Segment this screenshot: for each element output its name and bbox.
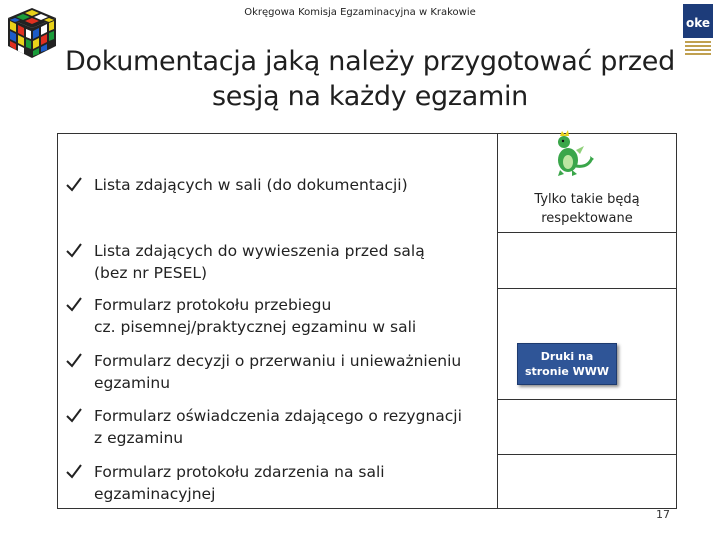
checklist-item: [65, 350, 490, 394]
checklist-item-text: Formularz oświadczenia zdającego o rezygnacji z egzaminu: [94, 407, 462, 447]
title-line-2: sesją na każdy egzamin: [212, 81, 528, 112]
respected-note: Tylko takie będą respektowane: [534, 192, 640, 226]
checkmark-icon: [65, 406, 83, 424]
row-divider-2: [498, 288, 676, 289]
checklist-item-text: Formularz protokołu zdarzenia na sali egzaminacyjnej: [94, 463, 385, 503]
checkmark-icon: [65, 295, 83, 313]
dragon-icon: [546, 128, 596, 178]
checklist-item-text: Lista zdających do wywieszenia przed salą (bez nr PESEL): [94, 242, 425, 282]
title-line-1: Dokumentacja jaką należy przygotować przed: [65, 46, 675, 77]
row-divider-4: [498, 454, 676, 455]
checklist-item: [65, 294, 490, 338]
checklist-item: [65, 405, 490, 449]
page-number: 17: [656, 508, 670, 521]
checklist-item: [65, 174, 490, 196]
org-header: Okręgowa Komisja Egzaminacyjna w Krakowie: [244, 7, 476, 18]
row-divider-1: [498, 232, 676, 233]
checkmark-icon: [65, 462, 83, 480]
checklist-item: [65, 461, 490, 505]
www-forms-button[interactable]: Druki na stronie WWW: [517, 343, 617, 385]
oke-logo-text: oke: [685, 16, 711, 30]
checkmark-icon: [65, 351, 83, 369]
row-divider-3: [498, 399, 676, 400]
checklist-item-text: Lista zdających w sali (do dokumentacji): [94, 176, 408, 194]
checklist-item: [65, 240, 490, 284]
checkmark-icon: [65, 175, 83, 193]
checklist-item-text: Formularz decyzji o przerwaniu i unieważnieniu egzaminu: [94, 352, 462, 392]
checkmark-icon: [65, 241, 83, 259]
checklist-item-text: Formularz protokołu przebiegu cz. pisemnej/praktycznej egzaminu w sali: [94, 296, 417, 336]
slide-title: [40, 44, 700, 114]
